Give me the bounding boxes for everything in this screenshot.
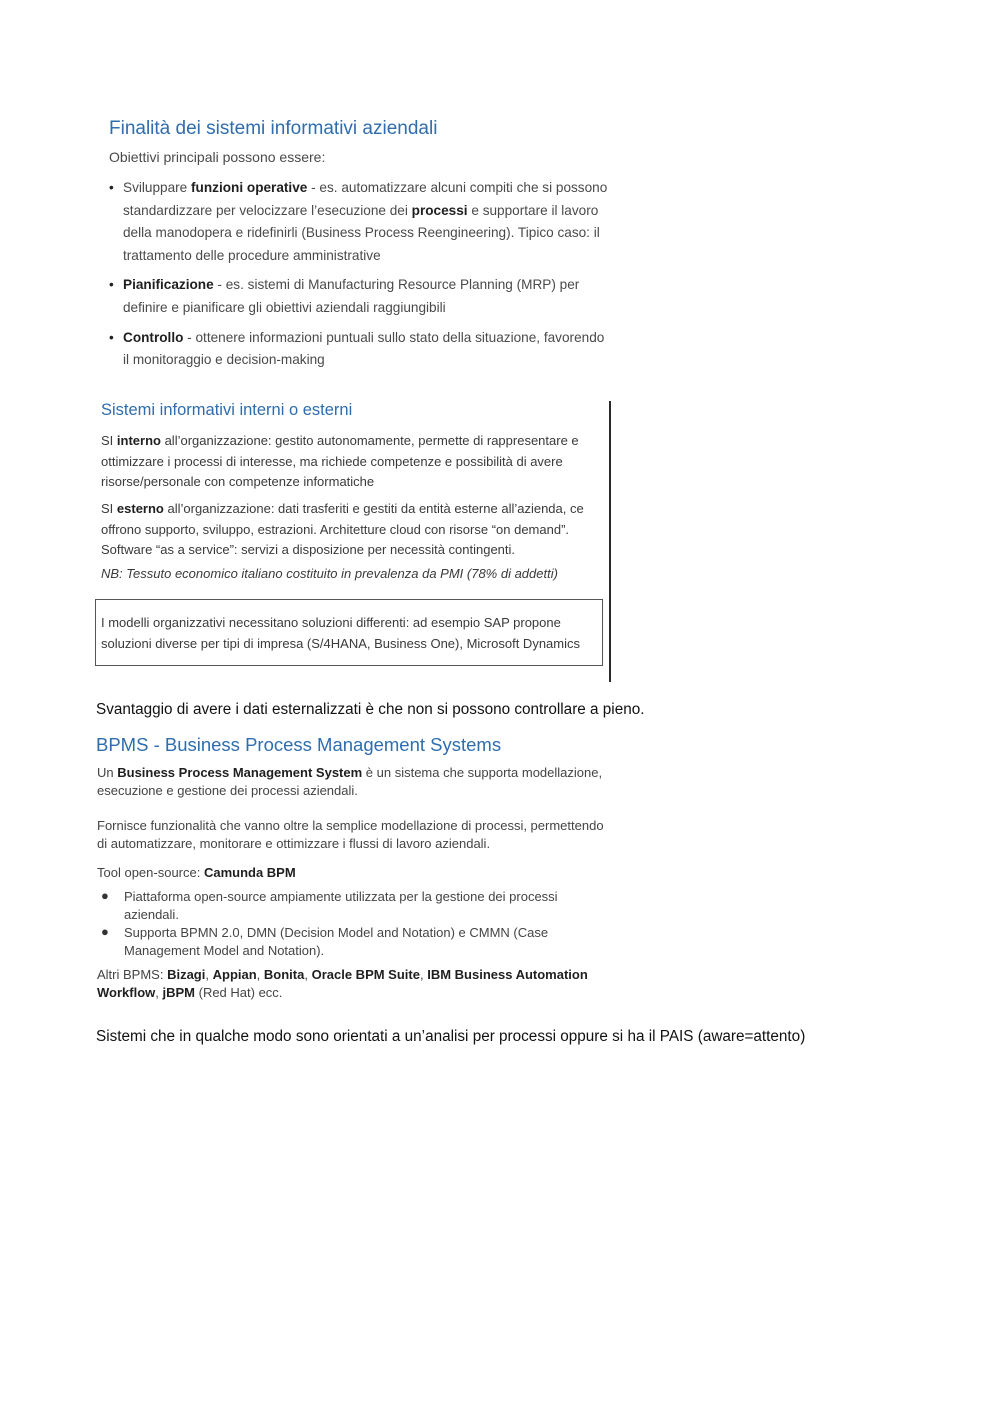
list-item: Piattaforma open-source ampiamente utilizzata per la gestione dei processi aziendali. [124,889,558,923]
slide2-title: Sistemi informativi interni o esterni [101,401,353,419]
list-item: Supporta BPMN 2.0, DMN (Decision Model and Notation) e CMMN (Case Management Model and Notation). [124,925,549,959]
list-item: • Pianificazione - es. sistemi di Manufacturing Resource Planning (MRP) per definire e pianificare gli obiettivi aziendali raggiungibili [109,274,609,319]
info-box-text: I modelli organizzativi necessitano soluzioni differenti: ad esempio SAP propone soluzioni diverse per tipi di impresa (S/4HANA, Business One), Microsoft Dynamics [101,615,581,651]
note: NB: Tessuto economico italiano costituito in prevalenza da PMI (78% di addetti) [101,566,558,581]
list-item: • Controllo - ottenere informazioni puntuali sullo stato della situazione, favorendo il monitoraggio e decision-making [109,327,609,372]
external-paragraph: SI esterno all’organizzazione: dati trasferiti e gestiti da entità esterne all’azienda, ce offrono supporto, sviluppo, estrazioni. Architetture cloud con risorse “on demand”. Software “as a service”: servizi a disposizione per necessità contingenti. [101,501,584,558]
bullet-icon: • [109,180,114,195]
bullet-icon: • [109,329,114,345]
tool-line: Tool open-source: Camunda BPM [97,865,296,880]
slide1-title: Finalità dei sistemi informativi aziendali [109,118,438,139]
slide1-list [109,177,609,379]
body-paragraph: Svantaggio di avere i dati esternalizzati è che non si possono controllare a pieno. [96,701,645,718]
slide1-subtitle: Obiettivi principali possono essere: [109,149,326,165]
bpms-features: Fornisce funzionalità che vanno oltre la semplice modellazione di processi, permettendo di automatizzare, monitorare e ottimizzare i flussi di lavoro aziendali. [97,818,604,852]
list-item: • Sviluppare funzioni operative - es. automatizzare alcuni compiti che si possono standardizzare per velocizzare l’esecuzione dei processi e supportare il lavoro della manodopera e ridefinirli (Business Process Reengineering). Tipico caso: il trattamento delle procedure amministrative [109,177,609,267]
bullet-icon: • [109,277,114,293]
other-bpms: Altri BPMS: Bizagi, Appian, Bonita, Oracle BPM Suite, IBM Business Automation Workflow, jBPM (Red Hat) ecc. [97,967,588,1001]
vertical-divider [609,401,611,682]
slide3-title: BPMS - Business Process Management Systems [96,734,502,755]
bpms-definition: Un Business Process Management System è un sistema che supporta modellazione, esecuzione e gestione dei processi aziendali. [97,765,603,799]
internal-paragraph: SI interno all’organizzazione: gestito autonomamente, permette di rappresentare e ottimizzare i processi di interesse, ma richiede competenze e possibilità di avere risorse/personale con competenze informatiche [101,433,579,490]
body-paragraph: Sistemi che in qualche modo sono orientati a un’analisi per processi oppure si ha il PAIS (aware=attento) [96,1028,806,1045]
bullet-icon: ● [101,888,109,903]
bullet-icon: ● [101,924,109,939]
